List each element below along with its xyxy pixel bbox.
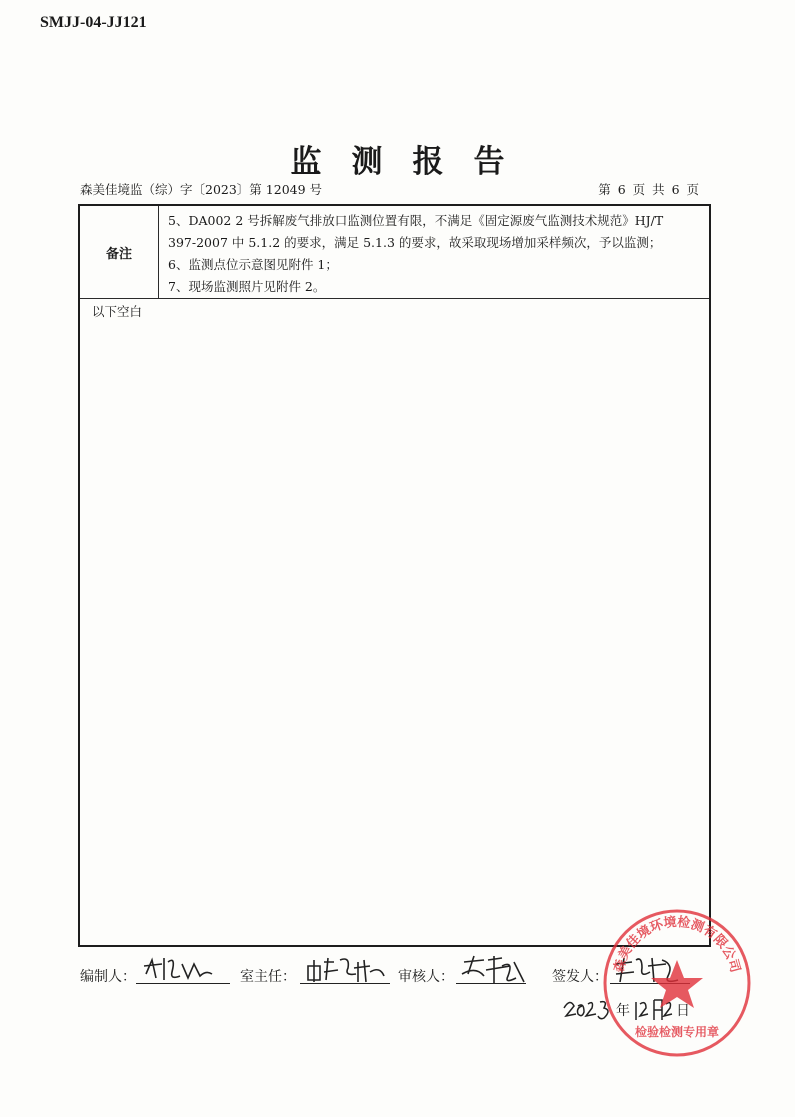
report-frame (78, 204, 711, 947)
year-label: 年 (616, 1003, 630, 1019)
remarks-content (168, 210, 699, 298)
remarks-row (80, 206, 709, 299)
editor-signature-field (80, 966, 136, 986)
director-label: 室主任： (240, 969, 296, 985)
editor-label: 编制人： (80, 969, 136, 985)
reviewer-signature-field (398, 966, 454, 986)
remark-line: 5、DA002 2 号拆解废气排放口监测位置有限，不满足《固定源废气监测技术规范》HJ/T (168, 213, 664, 228)
page-indicator: 第 6 页 共 6 页 (598, 182, 699, 197)
remark-line: 6、监测点位示意图见附件 1； (168, 257, 338, 272)
report-number: 森美佳境监（综）字〔2023〕第 12049 号 (80, 182, 323, 197)
reviewer-label: 审核人： (398, 969, 454, 985)
director-signature-field (240, 966, 296, 986)
report-title: 监测报告 (290, 144, 535, 180)
issuer-label: 签发人： (552, 969, 608, 985)
remark-line: 7、现场监测照片见附件 2。 (168, 279, 326, 294)
director-handwritten-signature (304, 952, 390, 986)
day-label: 日 (676, 1003, 690, 1019)
remark-line: 397-2007 中 5.1.2 的要求，满足 5.1.3 的要求，故采取现场增加采样频次，予以监测； (168, 235, 662, 250)
official-seal (602, 908, 752, 1058)
seal-ring-text: 森美佳境环境检测有限公司 (611, 914, 743, 975)
remarks-label: 备注 (80, 206, 159, 298)
reviewer-handwritten-signature (458, 952, 532, 988)
document-code: SMJJ-04-JJ121 (40, 14, 147, 31)
blank-below-note: 以下空白 (92, 304, 143, 319)
seal-center-text: 检验检测专用章 (634, 1025, 720, 1039)
issuer-signature-field (552, 966, 608, 986)
seal-star-icon (651, 960, 703, 1008)
editor-handwritten-signature (142, 952, 222, 986)
